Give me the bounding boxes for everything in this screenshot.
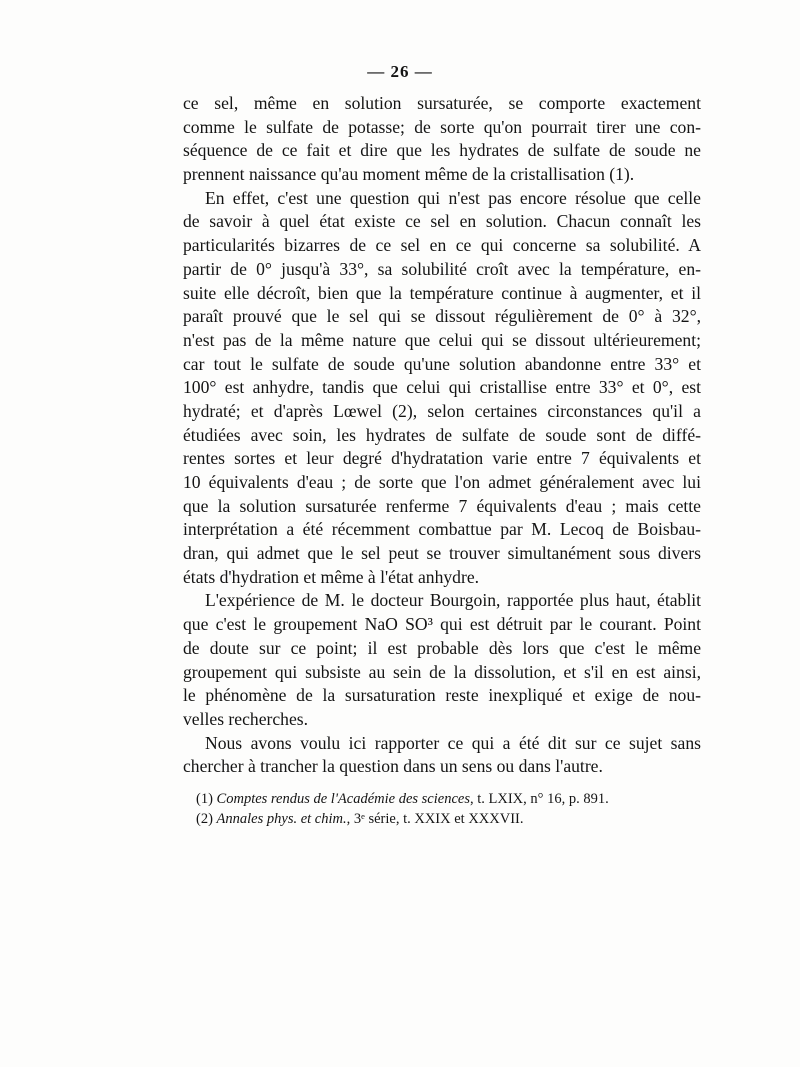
text-line: étudiées avec soin, les hydrates de sulfate de soude sont de diffé- bbox=[183, 424, 701, 445]
text-line: prennent naissance qu'au moment même de la cristallisation (1). bbox=[183, 164, 635, 185]
text-line: comme le sulfate de potasse; de sorte qu'on pourrait tirer une con- bbox=[183, 116, 701, 137]
footnote-1 bbox=[196, 789, 716, 809]
footnotes bbox=[196, 789, 716, 829]
text-line: L'expérience de M. le docteur Bourgoin, rapportée plus haut, établit bbox=[205, 590, 701, 611]
text-line: que c'est le groupement NaO SO³ qui est détruit par le courant. Point bbox=[183, 614, 701, 635]
paragraph-2 bbox=[183, 187, 701, 590]
footnote-source-title: Annales phys. et chim. bbox=[216, 811, 347, 827]
footnote-marker: (2) bbox=[196, 811, 213, 827]
text-line: velles recherches. bbox=[183, 708, 309, 729]
text-line: que la solution sursaturée renferme 7 équivalents d'eau ; mais cette bbox=[183, 495, 701, 516]
text-line: états d'hydration et même à l'état anhydre. bbox=[183, 566, 480, 587]
text-line: ce sel, même en solution sursaturée, se comporte exactement bbox=[183, 93, 701, 113]
text-line: n'est pas de la même nature que celui qui se dissout ultérieurement; bbox=[183, 329, 701, 350]
footnote-source-title: Comptes rendus de l'Académie des sciences bbox=[216, 791, 470, 807]
text-line: 10 équivalents d'eau ; de sorte que l'on admet généralement avec lui bbox=[183, 472, 701, 492]
text-line: séquence de ce fait et dire que les hydrates de sulfate de soude ne bbox=[183, 140, 701, 161]
text-line: 100° est anhydre, tandis que celui qui cristallise entre 33° et 0°, est bbox=[183, 377, 701, 398]
page-number: — 26 — bbox=[367, 62, 433, 81]
body-text bbox=[183, 92, 701, 779]
paragraph-1 bbox=[183, 92, 701, 187]
footnote-marker: (1) bbox=[196, 791, 213, 807]
text-line: paraît prouvé que le sel qui se dissout régulièrement de 0° à 32°, bbox=[183, 306, 701, 327]
text-line: dran, qui admet que le sel peut se trouver simultanément sous divers bbox=[183, 543, 701, 564]
footnote-reference: , t. LXIX, n° 16, p. 891. bbox=[469, 791, 609, 807]
text-line: car tout le sulfate de soude qu'une solution abandonne entre 33° et bbox=[183, 353, 701, 374]
text-line: partir de 0° jusqu'à 33°, sa solubilité croît avec la température, en- bbox=[183, 258, 701, 279]
footnote-reference: , 3ᵉ série, t. XXIX et XXXVII. bbox=[346, 811, 524, 827]
paragraph-4 bbox=[183, 732, 701, 779]
text-line: de savoir à quel état existe ce sel en solution. Chacun connaît les bbox=[183, 211, 701, 232]
text-line: de doute sur ce point; il est probable dès lors que c'est le même bbox=[183, 637, 701, 658]
text-line: En effet, c'est une question qui n'est pas encore résolue que celle bbox=[205, 187, 701, 208]
text-line: chercher à trancher la question dans un sens ou dans l'autre. bbox=[183, 756, 603, 777]
text-line: interprétation a été récemment combattue par M. Lecoq de Boisbau- bbox=[183, 519, 701, 540]
footnote-2 bbox=[196, 809, 716, 829]
text-line: le phénomène de la sursaturation reste inexpliqué et exige de nou- bbox=[183, 685, 701, 706]
text-line: Nous avons voulu ici rapporter ce qui a été dit sur ce sujet sans bbox=[205, 732, 701, 753]
text-line: hydraté; et d'après Lœwel (2), selon certaines circonstances qu'il a bbox=[183, 400, 701, 421]
text-line: particularités bizarres de ce sel en ce qui concerne sa solubilité. A bbox=[183, 235, 701, 256]
text-line: rentes sortes et leur degré d'hydratation varie entre 7 équivalents et bbox=[183, 448, 701, 469]
text-line: suite elle décroît, bien que la température continue à augmenter, et il bbox=[183, 282, 701, 303]
paragraph-3 bbox=[183, 589, 701, 731]
text-line: groupement qui subsiste au sein de la dissolution, et s'il en est ainsi, bbox=[183, 661, 701, 682]
